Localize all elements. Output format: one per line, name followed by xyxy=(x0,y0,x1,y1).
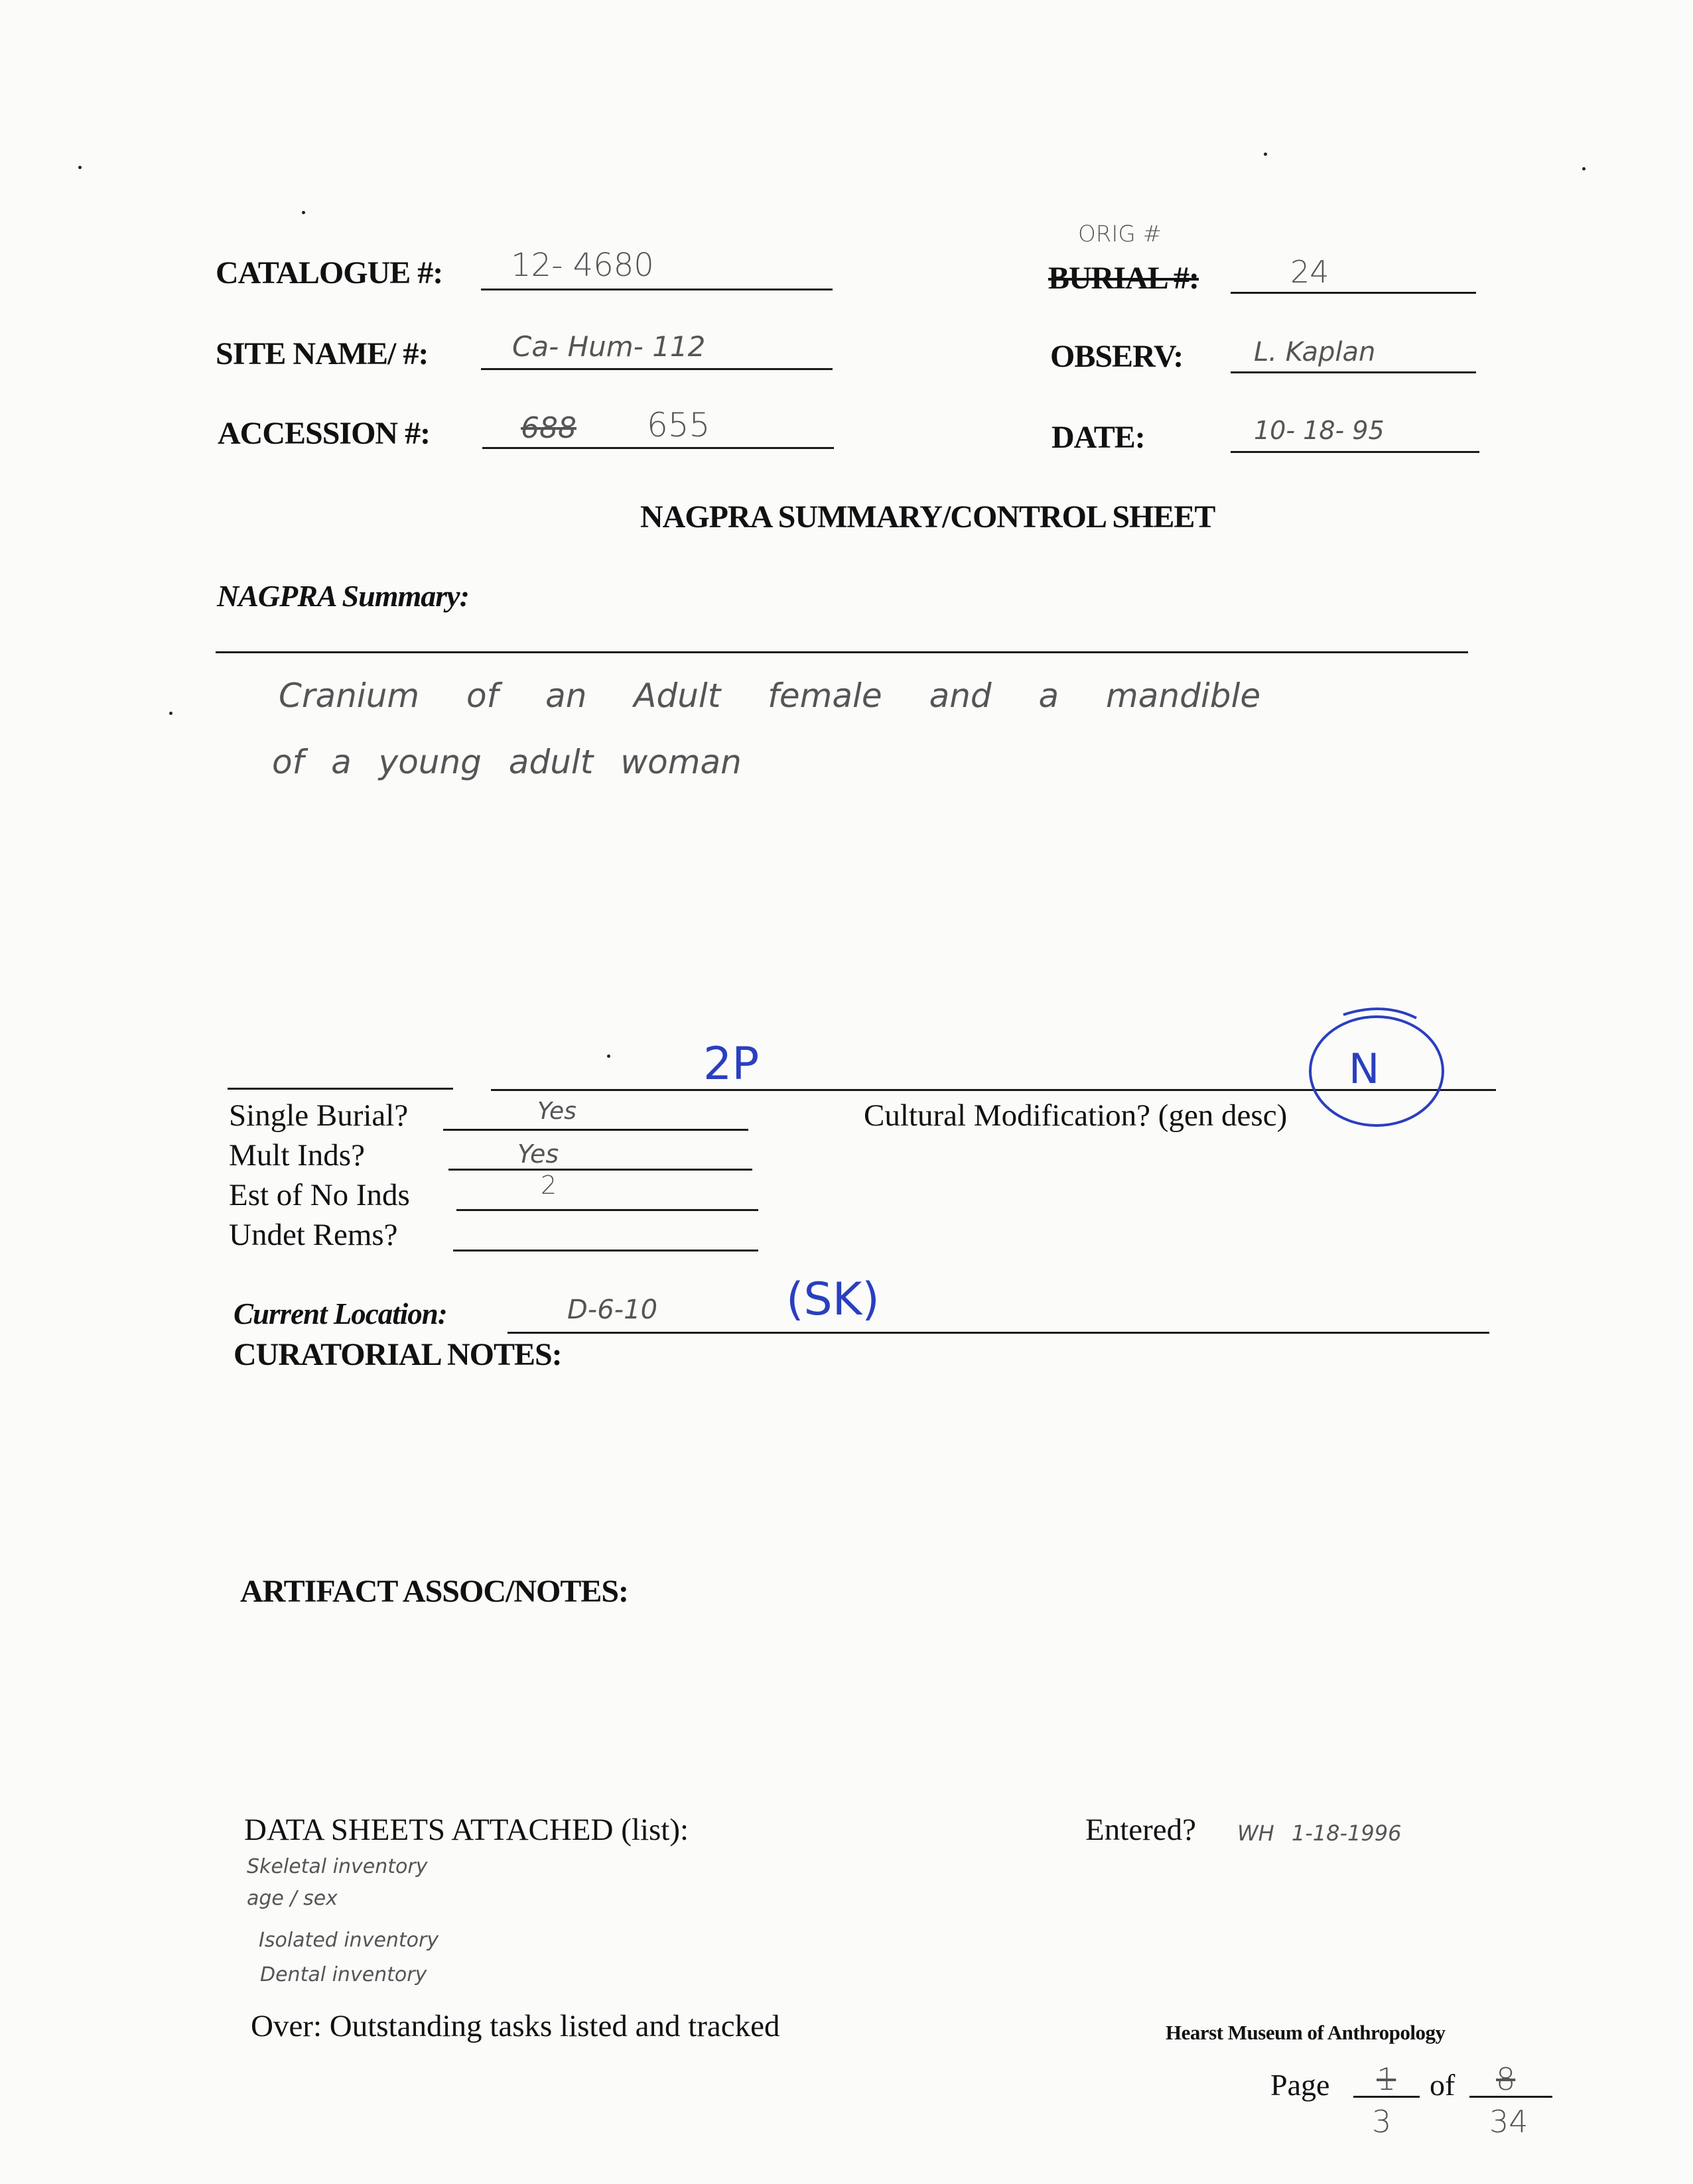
cultural-modification-label: Cultural Modification? (gen desc) xyxy=(864,1098,1288,1133)
page-number: 3 xyxy=(1372,2104,1392,2140)
est-no-inds-value: 2 xyxy=(541,1171,557,1200)
data-sheet-item: Isolated inventory xyxy=(259,1929,439,1952)
scan-speck xyxy=(607,1055,610,1058)
outstanding-tasks-label: Over: Outstanding tasks listed and tracked xyxy=(251,2009,780,2043)
page-total-struck: 8 xyxy=(1496,2061,1516,2097)
burial-marker: 2P xyxy=(703,1038,760,1090)
summary-text-line2: of a young adult woman xyxy=(272,743,742,781)
burial-divider-short xyxy=(228,1088,453,1090)
artifact-assoc-label: ARTIFACT ASSOC/NOTES: xyxy=(240,1574,629,1609)
scan-speck xyxy=(1264,153,1267,156)
summary-text-line1: Cranium of an Adult female and a mandible xyxy=(279,676,1261,715)
catalogue-label: CATALOGUE #: xyxy=(216,255,443,290)
scan-speck xyxy=(169,712,172,715)
page-total: 34 xyxy=(1489,2104,1528,2140)
mult-inds-line xyxy=(448,1169,752,1171)
accession-line xyxy=(482,447,834,449)
single-burial-line xyxy=(443,1129,748,1131)
burial-value: 24 xyxy=(1290,254,1329,290)
burial-orig-note: ORIG # xyxy=(1078,221,1162,247)
accession-value: 655 xyxy=(647,406,711,444)
page-of-label: of xyxy=(1430,2068,1456,2102)
accession-struck-value: 688 xyxy=(521,411,576,445)
catalogue-value: 12- 4680 xyxy=(511,247,654,284)
burial-line xyxy=(1231,292,1476,294)
cultural-modification-value: N xyxy=(1349,1045,1380,1093)
mult-inds-value: Yes xyxy=(517,1139,559,1169)
nagpra-summary-label: NAGPRA Summary: xyxy=(217,579,469,613)
site-name-line xyxy=(481,368,833,370)
entered-label: Entered? xyxy=(1085,1813,1197,1847)
single-burial-label: Single Burial? xyxy=(229,1098,409,1133)
undet-rems-line xyxy=(453,1250,758,1252)
scan-speck xyxy=(302,211,305,214)
site-name-value: Ca- Hum- 112 xyxy=(512,330,706,363)
est-no-inds-line xyxy=(456,1209,758,1211)
date-value: 10- 18- 95 xyxy=(1254,416,1385,445)
observ-value: L. Kaplan xyxy=(1254,337,1376,367)
accession-label: ACCESSION #: xyxy=(218,416,431,451)
museum-name: Hearst Museum of Anthropology xyxy=(1166,2021,1446,2044)
site-name-label: SITE NAME/ #: xyxy=(216,336,429,371)
data-sheet-item: Dental inventory xyxy=(260,1963,427,1986)
page-label: Page xyxy=(1270,2068,1330,2102)
page-number-struck: 1 xyxy=(1377,2061,1396,2097)
data-sheet-item: Skeletal inventory xyxy=(247,1855,428,1878)
date-label: DATE: xyxy=(1051,420,1145,455)
scan-speck xyxy=(78,166,82,169)
curatorial-notes-label: CURATORIAL NOTES: xyxy=(234,1337,562,1372)
scan-speck xyxy=(1582,167,1586,170)
mult-inds-label: Mult Inds? xyxy=(229,1138,365,1173)
observ-line xyxy=(1231,371,1476,373)
current-location-label: Current Location: xyxy=(234,1297,447,1330)
entered-value: WH 1-18-1996 xyxy=(1237,1821,1402,1846)
catalogue-line xyxy=(481,289,833,290)
data-sheets-label: DATA SHEETS ATTACHED (list): xyxy=(244,1813,689,1847)
sheet-title: NAGPRA SUMMARY/CONTROL SHEET xyxy=(640,499,1215,535)
date-line xyxy=(1231,451,1479,453)
observ-label: OBSERV: xyxy=(1050,339,1184,374)
undet-rems-label: Undet Rems? xyxy=(229,1218,398,1252)
current-location-note: (SK) xyxy=(786,1273,880,1326)
burial-label: BURIAL #: xyxy=(1048,261,1199,296)
est-no-inds-label: Est of No Inds xyxy=(229,1178,410,1212)
single-burial-value: Yes xyxy=(537,1098,576,1125)
current-location-value: D-6-10 xyxy=(567,1295,658,1325)
summary-line xyxy=(216,651,1468,653)
current-location-line xyxy=(508,1332,1489,1334)
data-sheet-item: age / sex xyxy=(247,1887,338,1910)
